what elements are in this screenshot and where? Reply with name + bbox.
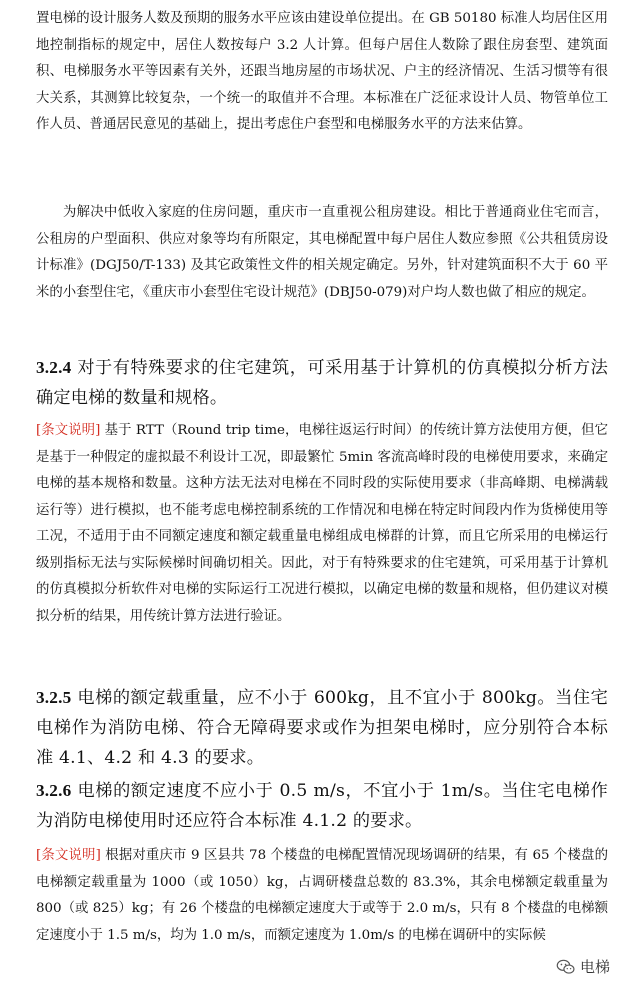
explanation-text: 基于 RTT（Round trip time，电梯往返运行时间）的传统计算方法使用方便，但它是基于一种假定的虚拟最不利设计工况，即最繁忙 5min 客流高峰时段的电梯使用要求，来确定电梯的基本规格和数量。这种方法无法对电梯在不同时段的实际使用要求（非高峰期、电梯满载运行等）进行模拟，也不能考虑电梯控制系统的工作情况和电梯在特定时间段内作为货梯使用等工况，不适用于由不同额定速度和额定载重量电梯组成电梯群的计算，而且它所采用的电梯运行级别指标无法与实际候梯时间确切相关。因此，对于有特殊要求的住宅建筑，可采用基于计算机的仿真模拟分析软件对电梯的实际运行工况进行模拟，以确定电梯的数量和规格，但仍建议对模拟分析的结果，用传统计算方法进行验证。 (36, 423, 608, 624)
explanation-tag: [条文说明] (36, 848, 101, 863)
clause-3-2-6 (36, 776, 608, 836)
explanation-3-2-6 (36, 843, 608, 949)
clause-number: 3.2.4 (36, 358, 72, 377)
explanation-3-2-4 (36, 418, 608, 630)
clause-number: 3.2.6 (36, 781, 72, 800)
clause-text: 对于有特殊要求的住宅建筑，可采用基于计算机的仿真模拟分析方法确定电梯的数量和规格。 (36, 358, 608, 408)
clause-text: 电梯的额定速度不应小于 0.5 m/s，不宜小于 1m/s。当住宅电梯作为消防电梯使用时还应符合本标准 4.1.2 的要求。 (36, 781, 608, 831)
watermark (556, 956, 610, 977)
paragraph-public-rental: 为解决中低收入家庭的住房问题，重庆市一直重视公租房建设。相比于普通商业住宅而言，公租房的户型面积、供应对象等均有所限定，其电梯配置中每户居住人数应参照《公共租赁房设计标准》(DGJ50/T-133) 及其它政策性文件的相关规定确定。另外，针对建筑面积不大于 60 平米的小套型住宅，《重庆市小套型住宅设计规范》(DBJ50-079)对户均人数也做了相应的规定。 (36, 205, 608, 300)
clause-text: 电梯的额定载重量，应不小于 600kg，且不宜小于 800kg。当住宅电梯作为消防电梯、符合无障碍要求或作为担架电梯时，应分别符合本标准 4.1、4.2 和 4.3 的要求。 (36, 688, 608, 768)
explanation-tag: [条文说明] (36, 423, 101, 438)
clause-number: 3.2.5 (36, 688, 72, 707)
clause-3-2-4 (36, 353, 608, 413)
explanation-text: 根据对重庆市 9 区县共 78 个楼盘的电梯配置情况现场调研的结果，有 65 个楼盘的电梯额定载重量为 1000（或 1050）kg，占调研楼盘总数的 83.3%，其余电梯额定载重量为 800（或 825）kg；有 26 个楼盘的电梯额定速度大于或等于 2.0 m/s，只有 8 个楼盘的电梯额定速度小于 1.5 m/s，均为 1.0 m/s，而额定速度为 1.0m/s 的电梯在调研中的实际候 (36, 848, 608, 943)
watermark-text: 电梯 (579, 958, 610, 976)
wechat-icon (556, 957, 576, 977)
paragraph-service-count: 置电梯的设计服务人数及预期的服务水平应该由建设单位提出。在 GB 50180 标准人均居住区用地控制指标的规定中，居住人数按每户 3.2 人计算。但每户居住人数除了跟住房套型、建筑面积、电梯服务水平等因素有关外，还跟当地房屋的市场状况、户主的经济情况、生活习惯等有很大关系，其测算比较复杂，一个统一的取值并不合理。本标准在广泛征求设计人员、物管单位工作人员、普通居民意见的基础上，提出考虑住户套型和电梯服务水平的方法来估算。 (36, 11, 608, 132)
clause-3-2-5 (36, 683, 608, 773)
